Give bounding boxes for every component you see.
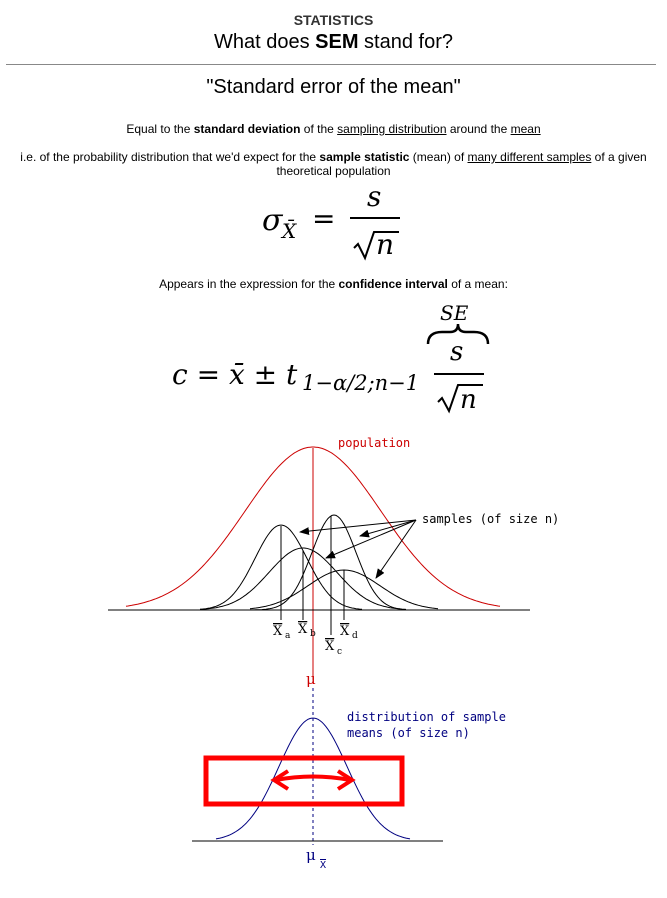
sample-sub-a: a <box>285 631 291 641</box>
p1-text-2: of the <box>300 122 338 136</box>
sample-label-b: X <box>298 622 308 637</box>
sample-label-a: X <box>273 624 283 639</box>
equals-sign: = <box>312 202 336 235</box>
sample-sub-c: c <box>337 647 343 657</box>
many-samples-link[interactable]: many different samples <box>467 150 592 164</box>
ci-t-subscript: 1−α/2;n−1 <box>302 371 420 395</box>
distribution-label-line2: means (of size n) <box>347 726 470 740</box>
page-title <box>0 31 667 54</box>
denominator-n: n <box>376 228 395 261</box>
title-post: stand for? <box>358 31 454 53</box>
p2-text-3: of a given theoretical population <box>276 150 647 178</box>
ci-numerator-s: s <box>450 337 464 367</box>
p2-text-2: (mean) of <box>409 150 468 164</box>
sample-sub-b: b <box>310 629 316 639</box>
confidence-paragraph <box>10 277 657 291</box>
ci-denominator-n: n <box>460 385 477 415</box>
subject-kicker: STATISTICS <box>293 12 374 28</box>
sample-label-d: X <box>340 624 350 639</box>
confidence-interval-formula <box>160 298 510 420</box>
sample-sub-d: d <box>352 631 358 641</box>
p3-text-2: of a mean: <box>447 277 508 291</box>
highlight-box <box>206 758 402 804</box>
answer-text: "Standard error of the mean" <box>206 76 461 98</box>
mu-label: μ <box>306 670 316 688</box>
distribution-label-line1: distribution of sample <box>347 710 506 724</box>
p1-bold-1: standard deviation <box>193 122 301 136</box>
p1-text-3: around the <box>446 122 511 136</box>
se-label: SE <box>440 301 469 325</box>
p3-text-1: Appears in the expression for the <box>159 277 339 291</box>
sampling-distribution-link[interactable]: sampling distribution <box>337 122 447 136</box>
sem-formula <box>250 180 420 270</box>
definition-paragraph <box>10 122 657 136</box>
ci-lhs: c = x̄ ± t <box>172 358 298 391</box>
title-term: SEM <box>315 31 359 53</box>
mu-xbar-label: μ <box>306 846 316 864</box>
p2-text-1: i.e. of the probability distribution that we'd expect for the <box>20 150 320 164</box>
title-pre: What does <box>213 31 316 53</box>
mean-link[interactable]: mean <box>510 122 541 136</box>
sample-label-c: X <box>325 639 335 654</box>
sigma-symbol: σ <box>262 203 283 238</box>
sampling-diagram <box>0 430 667 890</box>
p2-bold-1: sample statistic <box>319 150 410 164</box>
mu-xbar-sub: X <box>320 860 327 871</box>
divider <box>6 64 656 65</box>
explanation-paragraph <box>10 150 657 178</box>
samples-label: samples (of size n) <box>422 512 560 526</box>
p3-bold-1: confidence interval <box>338 277 448 291</box>
numerator-s: s <box>367 180 382 213</box>
sigma-subscript: X̄ <box>282 219 297 243</box>
population-label: population <box>338 436 411 450</box>
p1-text-1: Equal to the <box>126 122 194 136</box>
arrow-to-sample-a <box>300 520 416 532</box>
